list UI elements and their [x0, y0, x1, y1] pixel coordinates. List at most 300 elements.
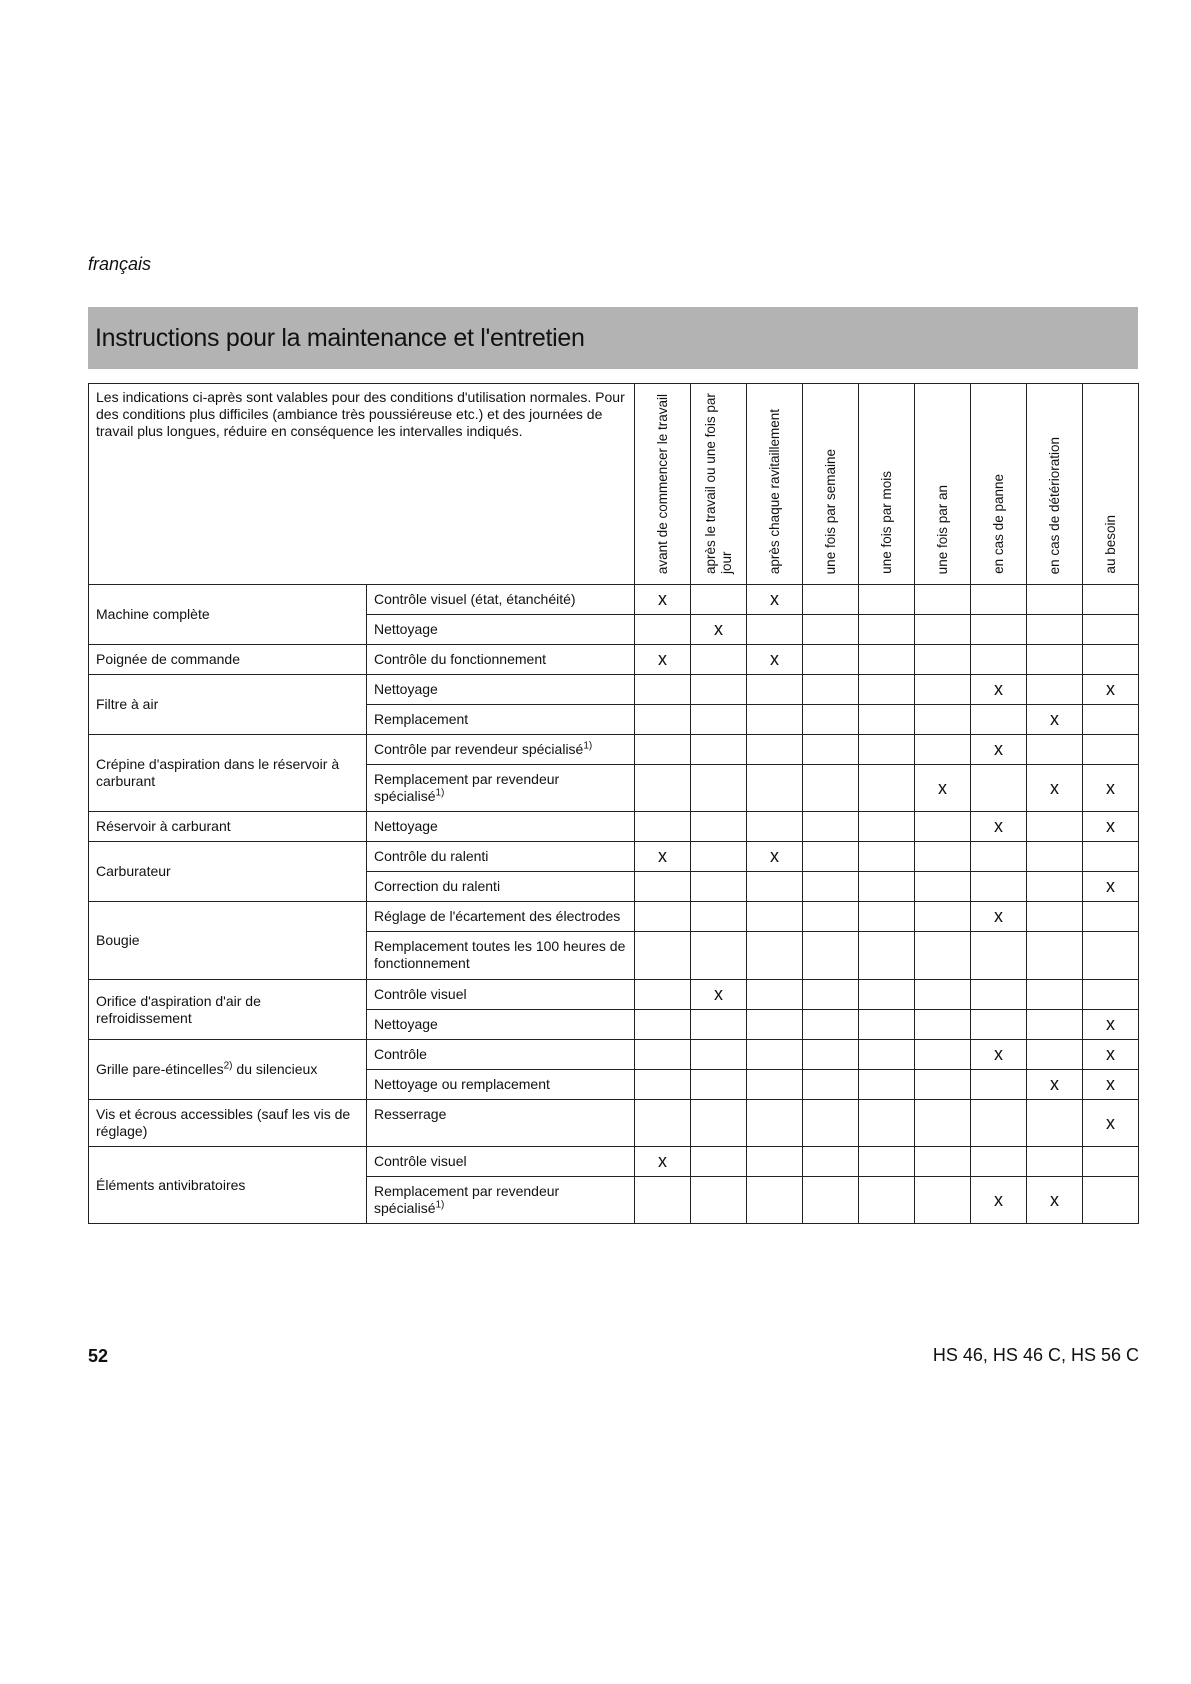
action-cell	[367, 1147, 635, 1177]
action-cell	[367, 1010, 635, 1040]
interval-mark-cell	[859, 765, 915, 812]
interval-mark-cell	[1083, 675, 1139, 705]
check-mark: x	[994, 906, 1004, 926]
check-mark: x	[994, 739, 1004, 759]
interval-mark-cell	[1027, 705, 1083, 735]
column-header-label: après chaque ravitaillement	[766, 408, 782, 574]
interval-mark-cell	[691, 812, 747, 842]
column-header	[971, 384, 1027, 585]
interval-mark-cell	[691, 615, 747, 645]
interval-mark-cell	[859, 645, 915, 675]
interval-mark-cell	[747, 1177, 803, 1224]
interval-mark-cell	[1027, 902, 1083, 932]
footnote-ref: 1)	[435, 787, 445, 799]
interval-mark-cell	[803, 1177, 859, 1224]
check-mark: x	[770, 846, 780, 866]
interval-mark-cell	[747, 585, 803, 615]
component-cell	[89, 1100, 367, 1147]
action-label: Contrôle visuel	[374, 986, 467, 1002]
interval-mark-cell	[691, 765, 747, 812]
interval-mark-cell	[859, 705, 915, 735]
action-cell	[367, 765, 635, 812]
interval-mark-cell	[971, 842, 1027, 872]
interval-mark-cell	[915, 812, 971, 842]
interval-mark-cell	[691, 932, 747, 980]
component-cell	[89, 812, 367, 842]
interval-mark-cell	[747, 1040, 803, 1070]
action-cell	[367, 705, 635, 735]
interval-mark-cell	[803, 765, 859, 812]
action-label: Nettoyage	[374, 818, 438, 834]
action-label: Nettoyage ou remplacement	[374, 1076, 550, 1092]
interval-mark-cell	[691, 1010, 747, 1040]
interval-mark-cell	[1027, 812, 1083, 842]
interval-mark-cell	[691, 1100, 747, 1147]
interval-mark-cell	[635, 932, 691, 980]
interval-mark-cell	[971, 1010, 1027, 1040]
interval-mark-cell	[635, 872, 691, 902]
interval-mark-cell	[691, 1070, 747, 1100]
interval-mark-cell	[747, 615, 803, 645]
footnote-ref: 2)	[223, 1060, 233, 1072]
table-header-row	[89, 384, 1139, 585]
interval-mark-cell	[971, 902, 1027, 932]
interval-mark-cell	[1027, 1010, 1083, 1040]
interval-mark-cell	[915, 1147, 971, 1177]
interval-mark-cell	[1027, 1100, 1083, 1147]
action-label: Contrôle par revendeur spécialisé	[374, 741, 584, 757]
interval-mark-cell	[1027, 735, 1083, 765]
check-mark: x	[994, 1189, 1004, 1210]
interval-mark-cell	[859, 842, 915, 872]
interval-mark-cell	[691, 675, 747, 705]
interval-mark-cell	[1083, 585, 1139, 615]
interval-mark-cell	[971, 1070, 1027, 1100]
interval-mark-cell	[691, 872, 747, 902]
interval-mark-cell	[859, 932, 915, 980]
interval-mark-cell	[1083, 902, 1139, 932]
interval-mark-cell	[915, 980, 971, 1010]
check-mark: x	[714, 984, 724, 1004]
interval-mark-cell	[1083, 1147, 1139, 1177]
interval-mark-cell	[971, 735, 1027, 765]
table-row	[89, 645, 1139, 675]
check-mark: x	[1050, 777, 1060, 798]
interval-mark-cell	[971, 932, 1027, 980]
check-mark: x	[658, 846, 668, 866]
interval-mark-cell	[635, 902, 691, 932]
component-label: Vis et écrous accessibles (sauf les vis de réglage)	[96, 1106, 351, 1139]
check-mark: x	[658, 589, 668, 609]
interval-mark-cell	[971, 1177, 1027, 1224]
interval-mark-cell	[635, 1177, 691, 1224]
page-title: Instructions pour la maintenance et l'entretien	[95, 323, 585, 352]
interval-mark-cell	[635, 705, 691, 735]
interval-mark-cell	[971, 980, 1027, 1010]
component-label: Poignée de commande	[96, 651, 240, 667]
component-cell	[89, 1147, 367, 1224]
action-label: Réglage de l'écartement des électrodes	[374, 908, 621, 924]
interval-mark-cell	[915, 675, 971, 705]
component-label: Éléments antivibratoires	[96, 1176, 246, 1193]
interval-mark-cell	[915, 1070, 971, 1100]
action-cell	[367, 675, 635, 705]
action-label: Contrôle visuel	[374, 1153, 467, 1169]
check-mark: x	[1106, 1014, 1116, 1034]
interval-mark-cell	[971, 1040, 1027, 1070]
action-label: Contrôle du ralenti	[374, 848, 489, 864]
check-mark: x	[994, 816, 1004, 836]
interval-mark-cell	[971, 812, 1027, 842]
interval-mark-cell	[747, 812, 803, 842]
interval-mark-cell	[747, 932, 803, 980]
column-header-label: avant de commencer le travail	[654, 393, 670, 574]
action-label: Contrôle	[374, 1046, 427, 1062]
interval-mark-cell	[1083, 932, 1139, 980]
interval-mark-cell	[1027, 1177, 1083, 1224]
check-mark: x	[714, 619, 724, 639]
check-mark: x	[1050, 1074, 1060, 1094]
interval-mark-cell	[635, 842, 691, 872]
component-label: Filtre à air	[96, 696, 159, 712]
interval-mark-cell	[635, 1010, 691, 1040]
interval-mark-cell	[859, 980, 915, 1010]
interval-mark-cell	[747, 872, 803, 902]
interval-mark-cell	[1027, 645, 1083, 675]
interval-mark-cell	[1083, 1010, 1139, 1040]
interval-mark-cell	[915, 932, 971, 980]
component-cell	[89, 735, 367, 812]
action-cell	[367, 932, 635, 980]
column-header	[747, 384, 803, 585]
interval-mark-cell	[971, 1147, 1027, 1177]
interval-mark-cell	[971, 585, 1027, 615]
interval-mark-cell	[803, 585, 859, 615]
interval-mark-cell	[803, 705, 859, 735]
interval-mark-cell	[635, 812, 691, 842]
column-header-label: en cas de détérioration	[1046, 436, 1062, 574]
interval-mark-cell	[859, 1010, 915, 1040]
check-mark: x	[1106, 679, 1116, 699]
interval-mark-cell	[747, 765, 803, 812]
interval-mark-cell	[803, 902, 859, 932]
interval-mark-cell	[803, 645, 859, 675]
interval-mark-cell	[691, 705, 747, 735]
table-row	[89, 585, 1139, 615]
interval-mark-cell	[859, 872, 915, 902]
interval-mark-cell	[1083, 842, 1139, 872]
action-label: Contrôle du fonctionnement	[374, 651, 546, 667]
check-mark: x	[1106, 876, 1116, 896]
column-header-label: au besoin	[1102, 515, 1118, 574]
column-header-label: une fois par an	[934, 484, 950, 574]
action-label: Remplacement par revendeur spécialisé	[374, 771, 560, 804]
interval-mark-cell	[803, 1070, 859, 1100]
action-cell	[367, 1070, 635, 1100]
interval-mark-cell	[691, 585, 747, 615]
interval-mark-cell	[803, 1040, 859, 1070]
interval-mark-cell	[803, 735, 859, 765]
interval-mark-cell	[747, 1010, 803, 1040]
check-mark: x	[938, 777, 948, 798]
action-label: Nettoyage	[374, 681, 438, 697]
check-mark: x	[1106, 777, 1116, 798]
interval-mark-cell	[915, 705, 971, 735]
interval-mark-cell	[1027, 1040, 1083, 1070]
interval-mark-cell	[1083, 980, 1139, 1010]
interval-mark-cell	[803, 615, 859, 645]
check-mark: x	[1106, 816, 1116, 836]
component-label: Grille pare-étincelles	[96, 1061, 224, 1077]
column-header	[1083, 384, 1139, 585]
interval-mark-cell	[803, 1100, 859, 1147]
component-label: Orifice d'aspiration d'air de refroidissement	[96, 992, 261, 1026]
interval-mark-cell	[971, 615, 1027, 645]
interval-mark-cell	[1083, 615, 1139, 645]
interval-mark-cell	[691, 735, 747, 765]
interval-mark-cell	[747, 645, 803, 675]
column-header	[1027, 384, 1083, 585]
interval-mark-cell	[1027, 872, 1083, 902]
table-intro: Les indications ci-après sont valables pour des conditions d'utilisation normales. Pour des conditions plus difficiles (ambiance très poussiéreuse etc.) et des journées de travail plus longues, réduire en conséquence les intervalles indiqués.	[89, 384, 635, 585]
action-cell	[367, 615, 635, 645]
interval-mark-cell	[803, 932, 859, 980]
interval-mark-cell	[1083, 1100, 1139, 1147]
action-label: Remplacement par revendeur spécialisé	[374, 1183, 560, 1216]
table-row	[89, 980, 1139, 1010]
interval-mark-cell	[859, 1040, 915, 1070]
interval-mark-cell	[859, 735, 915, 765]
action-cell	[367, 842, 635, 872]
interval-mark-cell	[915, 765, 971, 812]
interval-mark-cell	[635, 980, 691, 1010]
interval-mark-cell	[971, 705, 1027, 735]
interval-mark-cell	[859, 1177, 915, 1224]
component-label: Bougie	[96, 932, 140, 948]
component-cell	[89, 980, 367, 1040]
interval-mark-cell	[971, 765, 1027, 812]
interval-mark-cell	[691, 1177, 747, 1224]
interval-mark-cell	[803, 1147, 859, 1177]
interval-mark-cell	[635, 1070, 691, 1100]
column-header-label: en cas de panne	[990, 474, 1006, 574]
component-cell	[89, 645, 367, 675]
check-mark: x	[994, 1044, 1004, 1064]
interval-mark-cell	[915, 735, 971, 765]
check-mark: x	[994, 679, 1004, 699]
interval-mark-cell	[1083, 765, 1139, 812]
check-mark: x	[770, 589, 780, 609]
action-label: Contrôle visuel (état, étanchéité)	[374, 591, 576, 607]
component-cell	[89, 1040, 367, 1100]
interval-mark-cell	[915, 585, 971, 615]
interval-mark-cell	[691, 902, 747, 932]
footnote-ref: 1)	[435, 1199, 445, 1211]
action-label: Nettoyage	[374, 1016, 438, 1032]
table-row	[89, 1147, 1139, 1177]
column-header	[803, 384, 859, 585]
table-row	[89, 902, 1139, 932]
check-mark: x	[1050, 709, 1060, 729]
interval-mark-cell	[859, 812, 915, 842]
component-label: Réservoir à carburant	[96, 818, 231, 834]
check-mark: x	[1106, 1044, 1116, 1064]
interval-mark-cell	[915, 615, 971, 645]
interval-mark-cell	[971, 872, 1027, 902]
component-label: Carburateur	[96, 863, 171, 879]
interval-mark-cell	[915, 872, 971, 902]
action-cell	[367, 902, 635, 932]
language-label: français	[88, 254, 152, 274]
interval-mark-cell	[1027, 615, 1083, 645]
action-cell	[367, 980, 635, 1010]
component-label-suffix: du silencieux	[232, 1061, 318, 1077]
interval-mark-cell	[915, 1100, 971, 1147]
interval-mark-cell	[691, 980, 747, 1010]
component-label: Crépine d'aspiration dans le réservoir à carburant	[96, 756, 340, 789]
interval-mark-cell	[691, 842, 747, 872]
interval-mark-cell	[915, 1177, 971, 1224]
interval-mark-cell	[747, 980, 803, 1010]
action-cell	[367, 1100, 635, 1147]
page-number: 52	[88, 1346, 109, 1366]
component-cell	[89, 842, 367, 902]
action-label: Resserrage	[374, 1106, 447, 1122]
interval-mark-cell	[803, 1010, 859, 1040]
check-mark: x	[1106, 1074, 1116, 1094]
interval-mark-cell	[691, 1147, 747, 1177]
check-mark: x	[1106, 1112, 1116, 1133]
component-cell	[89, 585, 367, 645]
interval-mark-cell	[915, 902, 971, 932]
interval-mark-cell	[635, 615, 691, 645]
interval-mark-cell	[635, 1100, 691, 1147]
table-row	[89, 842, 1139, 872]
maintenance-table	[88, 383, 1139, 1224]
check-mark: x	[1050, 1189, 1060, 1210]
interval-mark-cell	[1083, 1070, 1139, 1100]
interval-mark-cell	[691, 645, 747, 675]
interval-mark-cell	[635, 585, 691, 615]
interval-mark-cell	[1027, 980, 1083, 1010]
interval-mark-cell	[635, 1147, 691, 1177]
interval-mark-cell	[635, 735, 691, 765]
interval-mark-cell	[803, 872, 859, 902]
column-header	[915, 384, 971, 585]
footnote-ref: 1)	[583, 740, 593, 752]
interval-mark-cell	[915, 1040, 971, 1070]
interval-mark-cell	[635, 1040, 691, 1070]
interval-mark-cell	[747, 1100, 803, 1147]
interval-mark-cell	[859, 1147, 915, 1177]
interval-mark-cell	[1083, 645, 1139, 675]
interval-mark-cell	[635, 765, 691, 812]
interval-mark-cell	[635, 645, 691, 675]
interval-mark-cell	[747, 842, 803, 872]
interval-mark-cell	[971, 1100, 1027, 1147]
interval-mark-cell	[1027, 932, 1083, 980]
interval-mark-cell	[635, 675, 691, 705]
interval-mark-cell	[1083, 812, 1139, 842]
interval-mark-cell	[859, 615, 915, 645]
interval-mark-cell	[859, 902, 915, 932]
interval-mark-cell	[1083, 705, 1139, 735]
interval-mark-cell	[1027, 842, 1083, 872]
action-label: Correction du ralenti	[374, 878, 501, 894]
interval-mark-cell	[803, 812, 859, 842]
action-cell	[367, 645, 635, 675]
table-row	[89, 735, 1139, 765]
interval-mark-cell	[859, 675, 915, 705]
interval-mark-cell	[915, 842, 971, 872]
check-mark: x	[658, 649, 668, 669]
interval-mark-cell	[859, 1100, 915, 1147]
interval-mark-cell	[747, 902, 803, 932]
action-cell	[367, 1040, 635, 1070]
interval-mark-cell	[803, 980, 859, 1010]
component-label: Machine complète	[96, 606, 210, 622]
interval-mark-cell	[691, 1040, 747, 1070]
table-row	[89, 1040, 1139, 1070]
interval-mark-cell	[1083, 872, 1139, 902]
column-header	[691, 384, 747, 585]
interval-mark-cell	[859, 585, 915, 615]
action-label: Nettoyage	[374, 621, 438, 637]
interval-mark-cell	[1027, 675, 1083, 705]
interval-mark-cell	[747, 735, 803, 765]
action-cell	[367, 1177, 635, 1224]
column-header	[635, 384, 691, 585]
action-cell	[367, 872, 635, 902]
interval-mark-cell	[1083, 735, 1139, 765]
interval-mark-cell	[915, 645, 971, 675]
section-title-bar	[88, 307, 1138, 369]
action-label: Remplacement toutes les 100 heures de fonctionnement	[374, 938, 626, 971]
interval-mark-cell	[971, 675, 1027, 705]
interval-mark-cell	[747, 675, 803, 705]
column-header	[859, 384, 915, 585]
column-header-label: une fois par semaine	[822, 448, 838, 574]
interval-mark-cell	[803, 675, 859, 705]
interval-mark-cell	[1027, 1147, 1083, 1177]
interval-mark-cell	[1027, 1070, 1083, 1100]
check-mark: x	[658, 1151, 668, 1171]
interval-mark-cell	[1083, 1040, 1139, 1070]
interval-mark-cell	[747, 1147, 803, 1177]
action-cell	[367, 812, 635, 842]
interval-mark-cell	[915, 1010, 971, 1040]
interval-mark-cell	[1027, 765, 1083, 812]
action-cell	[367, 585, 635, 615]
component-cell	[89, 675, 367, 735]
interval-mark-cell	[803, 842, 859, 872]
model-name: HS 46, HS 46 C, HS 56 C	[932, 1345, 1139, 1365]
interval-mark-cell	[859, 1070, 915, 1100]
interval-mark-cell	[971, 645, 1027, 675]
interval-mark-cell	[747, 1070, 803, 1100]
table-body	[89, 585, 1139, 1224]
table-row	[89, 812, 1139, 842]
table-row	[89, 1100, 1139, 1147]
action-cell	[367, 735, 635, 765]
column-header-label: une fois par mois	[878, 471, 894, 574]
component-cell	[89, 902, 367, 980]
interval-mark-cell	[1083, 1177, 1139, 1224]
column-header-label: après le travail ou une fois par jour	[702, 393, 734, 574]
table-row	[89, 675, 1139, 705]
interval-mark-cell	[747, 705, 803, 735]
action-label: Remplacement	[374, 711, 469, 727]
